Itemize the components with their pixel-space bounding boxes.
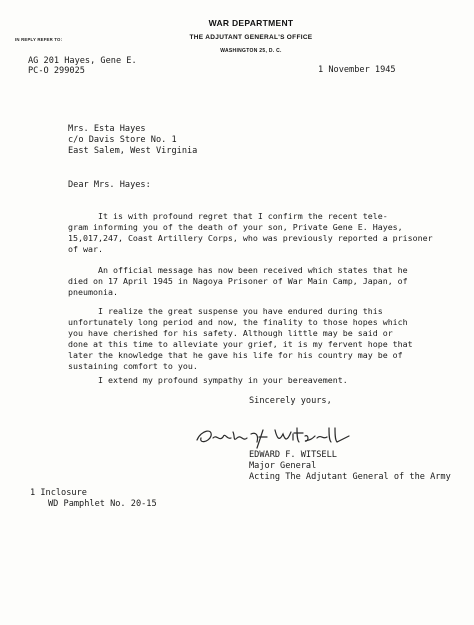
closing: Sincerely yours, (249, 396, 332, 406)
recipient-care-of: c/o Davis Store No. 1 (68, 134, 177, 145)
reply-refer-label: IN REPLY REFER TO: (15, 37, 63, 42)
letterhead-office: THE ADJUTANT GENERAL'S OFFICE (189, 34, 313, 41)
salutation: Dear Mrs. Hayes: (68, 180, 151, 190)
enclosure-count: 1 Inclosure (30, 488, 87, 498)
signer-rank: Major General (249, 461, 317, 471)
recipient-name: Mrs. Esta Hayes (68, 124, 146, 134)
signer-block (249, 450, 451, 483)
reference-line-1: AG 201 Hayes, Gene E. (28, 56, 137, 66)
enclosure-item: WD Pamphlet No. 20-15 (48, 499, 157, 509)
body-paragraph: I extend my profound sympathy in your bereavement. (68, 375, 348, 385)
signer-name: EDWARD F. WITSELL (249, 450, 337, 460)
body-paragraph: I realize the great suspense you have endured during this unfortunately long period and now, the finality to those hopes which you have cherished for his safety. Although little may be said or done at this time to alleviate your grief, it is my fervent hope that later the knowledge that he gave his life for his country may be of sustaining comfort to you. (68, 306, 413, 371)
recipient-city: East Salem, West Virginia (68, 145, 198, 156)
handwritten-signature (193, 422, 353, 452)
letterhead-location: WASHINGTON 25, D. C. (220, 48, 282, 54)
letter-date: 1 November 1945 (318, 65, 396, 75)
enclosure-block (30, 488, 157, 510)
body-paragraph: It is with profound regret that I confirm the recent tele- gram informing you of the death of your son, Private Gene E. Hayes, 15,017,247, Coast Artillery Corps, who was previously reported a prisoner of war. (68, 211, 433, 254)
signer-title: Acting The Adjutant General of the Army (249, 472, 451, 482)
body-paragraph: An official message has now been received which states that he died on 17 April 1945 in Nagoya Prisoner of War Main Camp, Japan, of pneumonia. (68, 265, 408, 297)
letterhead-department: WAR DEPARTMENT (208, 18, 294, 28)
reference-line-2: PC-O 299025 (28, 66, 85, 76)
recipient-address (68, 124, 197, 156)
